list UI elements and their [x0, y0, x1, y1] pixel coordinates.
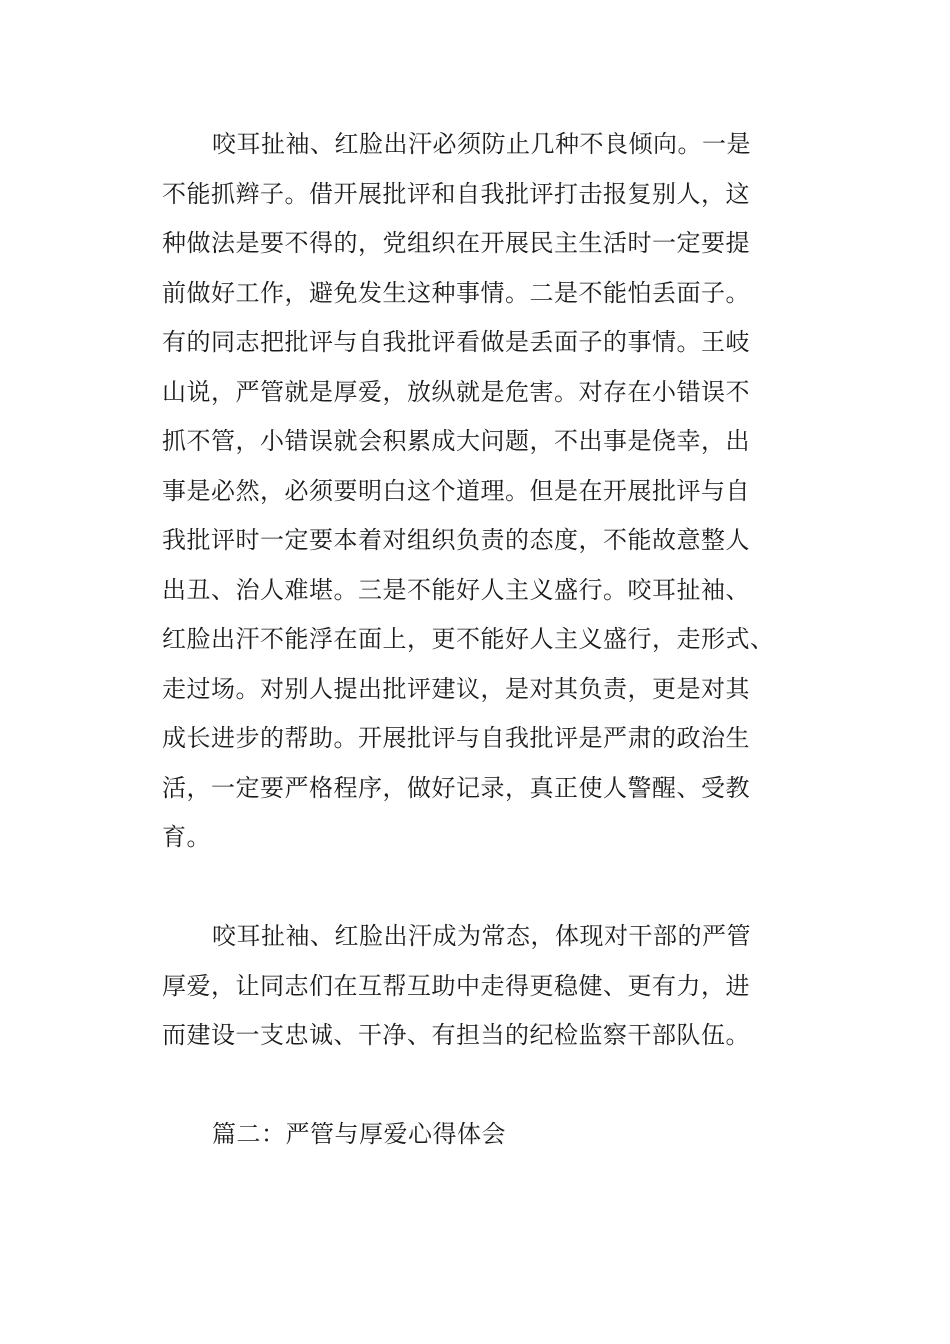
paragraph-line: 山说，严管就是厚爱，放纵就是危害。对存在小错误不	[162, 378, 750, 406]
paragraph-line: 红脸出汗不能浮在面上，更不能好人主义盛行，走形式、	[162, 625, 775, 653]
paragraph-line: 咬耳扯袖、红脸出汗必须防止几种不良倾向。一是	[212, 130, 751, 158]
paragraph-line: 育。	[162, 823, 211, 851]
paragraph-line: 而建设一支忠诚、干净、有担当的纪检监察干部队伍。	[162, 1021, 750, 1049]
paragraph-line: 走过场。对别人提出批评建议，是对其负责，更是对其	[162, 675, 750, 703]
paragraph-line: 活，一定要严格程序，做好记录，真正使人警醒、受教	[162, 774, 750, 802]
paragraph-line: 事是必然，必须要明白这个道理。但是在开展批评与自	[162, 477, 750, 505]
paragraph-line: 咬耳扯袖、红脸出汗成为常态，体现对干部的严管	[212, 922, 751, 950]
section-heading: 篇二：严管与厚爱心得体会	[212, 1120, 506, 1148]
paragraph-line: 出丑、治人难堪。三是不能好人主义盛行。咬耳扯袖、	[162, 576, 750, 604]
paragraph-line: 种做法是要不得的，党组织在开展民主生活时一定要提	[162, 229, 750, 257]
paragraph-line: 成长进步的帮助。开展批评与自我批评是严肃的政治生	[162, 724, 750, 752]
paragraph-line: 前做好工作，避免发生这种事情。二是不能怕丢面子。	[162, 279, 750, 307]
paragraph-line: 抓不管，小错误就会积累成大问题，不出事是侥幸，出	[162, 427, 750, 455]
paragraph-line: 不能抓辫子。借开展批评和自我批评打击报复别人，这	[162, 180, 750, 208]
paragraph-line: 厚爱，让同志们在互帮互助中走得更稳健、更有力，进	[162, 972, 750, 1000]
paragraph-line: 我批评时一定要本着对组织负责的态度，不能故意整人	[162, 526, 750, 554]
paragraph-line: 有的同志把批评与自我批评看做是丢面子的事情。王岐	[162, 328, 750, 356]
